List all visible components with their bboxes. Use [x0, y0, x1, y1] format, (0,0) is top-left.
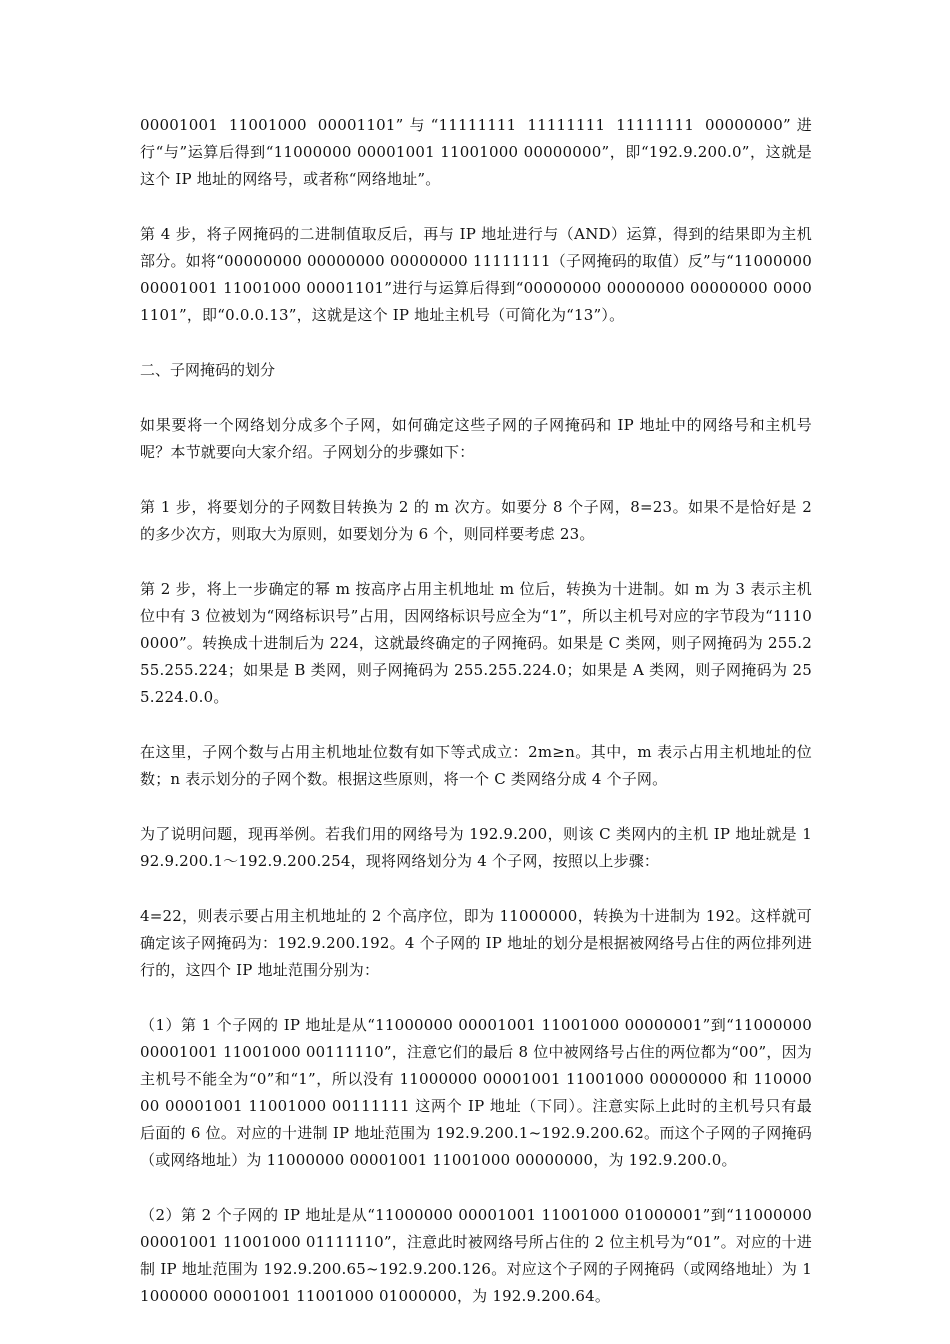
- paragraph-equation: 在这里，子网个数与占用主机地址位数有如下等式成立：2m≥n。其中，m 表示占用主机地址的位数；n 表示划分的子网个数。根据这些原则，将一个 C 类网络分成 4 个子网。: [140, 743, 812, 788]
- paragraph-mask-calc: 4=22，则表示要占用主机地址的 2 个高序位，即为 11000000，转换为十进制为 192。这样就可确定该子网掩码为：192.9.200.192。4 个子网的 IP 地址的划分是根据被网络号占住的两位排列进行的，这四个 IP 地址范围分别为：: [140, 907, 812, 979]
- section-heading: 二、子网掩码的划分: [140, 361, 276, 379]
- paragraph-step-2: 第 2 步，将上一步确定的幂 m 按高序占用主机地址 m 位后，转换为十进制。如 m 为 3 表示主机位中有 3 位被划为“网络标识号”占用，因网络标识号应全为“1”，所以主机号对应的字节段为“11100000”。转换成十进制后为 224，这就最终确定的子网掩码。如果是 C 类网，则子网掩码为 255.255.255.224；如果是 B 类网，则子网掩码为 255.255.224.0；如果是 A 类网，则子网掩码为 255.224.0.0。: [140, 580, 812, 706]
- document-page: [140, 112, 812, 1338]
- paragraph-intro: 如果要将一个网络划分成多个子网，如何确定这些子网的子网掩码和 IP 地址中的网络号和主机号呢？本节就要向大家介绍。子网划分的步骤如下：: [140, 416, 812, 461]
- paragraph-network-address: 00001001 11001000 00001101”与“11111111 11111111 11111111 00000000”进行“与”运算后得到“11000000 00001001 11001000 00000000”，即“192.9.200.0”，这就是这个 IP 地址的网络号，或者称“网络地址”。: [140, 116, 812, 188]
- paragraph-example: 为了说明问题，现再举例。若我们用的网络号为 192.9.200，则该 C 类网内的主机 IP 地址就是 192.9.200.1～192.9.200.254，现将网络划分为 4 个子网，按照以上步骤：: [140, 825, 812, 870]
- paragraph-subnet-2: （2）第 2 个子网的 IP 地址是从“11000000 00001001 11001000 01000001”到“11000000 00001001 11001000 01111110”，注意此时被网络号所占住的 2 位主机号为“01”。对应的十进制 IP 地址范围为 192.9.200.65~192.9.200.126。对应这个子网的子网掩码（或网络地址）为 11000000 00001001 11001000 01000000，为 192.9.200.64。: [140, 1206, 812, 1305]
- paragraph-step-1: 第 1 步，将要划分的子网数目转换为 2 的 m 次方。如要分 8 个子网，8=23。如果不是恰好是 2 的多少次方，则取大为原则，如要划分为 6 个，则同样要考虑 23。: [140, 498, 812, 543]
- paragraph-step-4: 第 4 步，将子网掩码的二进制值取反后，再与 IP 地址进行与（AND）运算，得到的结果即为主机部分。如将“00000000 00000000 00000000 11111111（子网掩码的取值）反”与“11000000 00001001 11001000 00001101”进行与运算后得到“00000000 00000000 00000000 00001101”，即“0.0.0.13”，这就是这个 IP 地址主机号（可简化为“13”）。: [140, 225, 812, 324]
- paragraph-subnet-1: （1）第 1 个子网的 IP 地址是从“11000000 00001001 11001000 00000001”到“11000000 00001001 11001000 00111110”，注意它们的最后 8 位中被网络号占住的两位都为“00”，因为主机号不能全为“0”和“1”，所以没有 11000000 00001001 11001000 00000000 和 11000000 00001001 11001000 00111111 这两个 IP 地址（下同）。注意实际上此时的主机号只有最后面的 6 位。对应的十进制 IP 地址范围为 192.9.200.1~192.9.200.62。而这个子网的子网掩码（或网络地址）为 11000000 00001001 11001000 00000000，为 192.9.200.0。: [140, 1016, 812, 1169]
